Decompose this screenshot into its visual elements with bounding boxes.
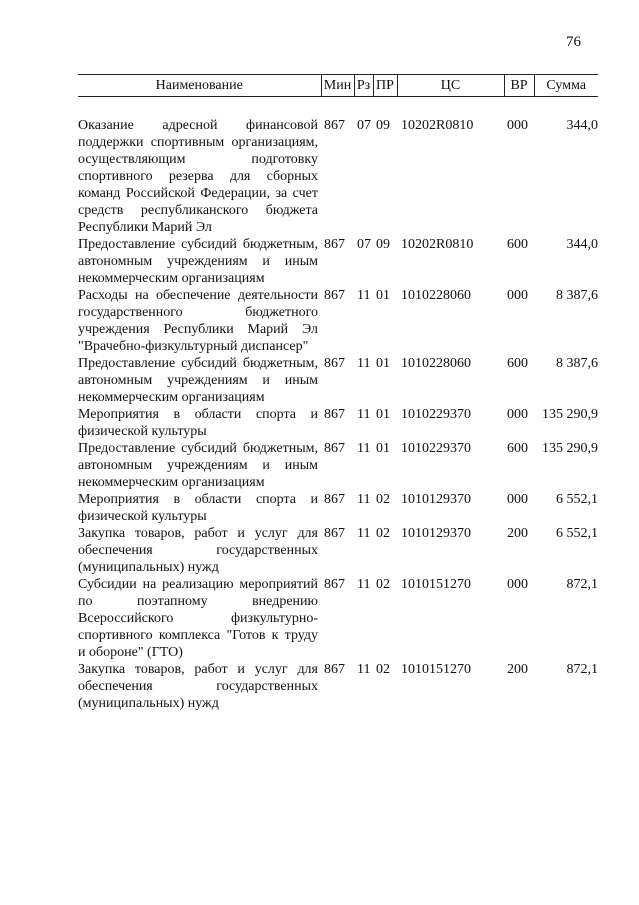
table-row — [78, 117, 598, 236]
row-min: 867 — [324, 526, 345, 541]
header-sum: Сумма — [534, 75, 598, 97]
row-min: 867 — [324, 118, 345, 133]
row-cs: 1010229370 — [401, 441, 471, 456]
row-pr: 01 — [376, 407, 390, 422]
row-vr: 200 — [507, 526, 528, 541]
row-rz: 07 — [357, 237, 371, 252]
row-rz: 11 — [357, 407, 371, 422]
row-vr: 000 — [507, 577, 528, 592]
table-row — [78, 406, 598, 440]
row-cs: 10202R0810 — [401, 237, 474, 252]
row-name: Мероприятия в области спорта и физической культуры — [78, 492, 318, 524]
row-sum: 6 552,1 — [556, 492, 598, 507]
row-cs: 1010129370 — [401, 492, 471, 507]
header-vr: ВР — [504, 75, 534, 97]
table-row — [78, 491, 598, 525]
header-rz: Рз — [354, 75, 373, 97]
row-pr: 02 — [376, 492, 390, 507]
table-row — [78, 440, 598, 491]
table-row — [78, 576, 598, 661]
row-name: Расходы на обеспечение деятельности государственного бюджетного учреждения Республики Марий Эл "Врачебно-физкультурный диспансер" — [78, 288, 318, 354]
row-name: Закупка товаров, работ и услуг для обеспечения государственных (муниципальных) нужд — [78, 526, 318, 575]
row-sum: 6 552,1 — [556, 526, 598, 541]
table-row — [78, 287, 598, 355]
row-sum: 135 290,9 — [542, 441, 598, 456]
row-vr: 000 — [507, 407, 528, 422]
header-min: Мин — [321, 75, 354, 97]
table-body — [78, 97, 598, 713]
row-rz: 11 — [357, 526, 371, 541]
row-name: Оказание адресной финансовой поддержки спортивным организациям, осуществляющим подготовку спортивного резерва для сборных команд Российской Федерации, за счет средств республиканского бюджета Республики Марий Эл — [78, 118, 318, 235]
header-name: Наименование — [78, 75, 321, 97]
row-cs: 1010228060 — [401, 288, 471, 303]
row-rz: 11 — [357, 577, 371, 592]
budget-table — [78, 74, 598, 712]
row-min: 867 — [324, 356, 345, 371]
row-vr: 600 — [507, 356, 528, 371]
row-pr: 02 — [376, 526, 390, 541]
row-pr: 02 — [376, 577, 390, 592]
row-min: 867 — [324, 577, 345, 592]
header-cs: ЦС — [397, 75, 504, 97]
row-sum: 135 290,9 — [542, 407, 598, 422]
row-min: 867 — [324, 492, 345, 507]
page-number: 76 — [566, 34, 581, 50]
row-name: Предоставление субсидий бюджетным, автономным учреждениям и иным некоммерческим организациям — [78, 237, 318, 286]
table-row — [78, 236, 598, 287]
row-sum: 344,0 — [566, 237, 598, 252]
row-sum: 8 387,6 — [556, 288, 598, 303]
row-cs: 1010129370 — [401, 526, 471, 541]
row-name: Закупка товаров, работ и услуг для обеспечения государственных (муниципальных) нужд — [78, 662, 318, 711]
row-sum: 872,1 — [566, 662, 598, 677]
row-rz: 11 — [357, 662, 371, 677]
row-cs: 10202R0810 — [401, 118, 474, 133]
row-pr: 01 — [376, 288, 390, 303]
row-vr: 000 — [507, 492, 528, 507]
row-cs: 1010229370 — [401, 407, 471, 422]
row-name: Субсидии на реализацию мероприятий по поэтапному внедрению Всероссийского физкультурно-спортивного комплекса "Готов к труду и обороне" (ГТО) — [78, 577, 318, 660]
row-cs: 1010151270 — [401, 577, 471, 592]
row-vr: 600 — [507, 441, 528, 456]
row-name: Предоставление субсидий бюджетным, автономным учреждениям и иным некоммерческим организациям — [78, 441, 318, 490]
row-vr: 200 — [507, 662, 528, 677]
table-row — [78, 525, 598, 576]
row-rz: 11 — [357, 288, 371, 303]
row-vr: 000 — [507, 118, 528, 133]
row-name: Мероприятия в области спорта и физической культуры — [78, 407, 318, 439]
row-pr: 02 — [376, 662, 390, 677]
table-header — [78, 75, 598, 97]
table-row — [78, 661, 598, 712]
row-cs: 1010151270 — [401, 662, 471, 677]
row-sum: 872,1 — [566, 577, 598, 592]
row-name: Предоставление субсидий бюджетным, автономным учреждениям и иным некоммерческим организациям — [78, 356, 318, 405]
row-min: 867 — [324, 237, 345, 252]
row-min: 867 — [324, 288, 345, 303]
row-rz: 07 — [357, 118, 371, 133]
row-rz: 11 — [357, 441, 371, 456]
row-vr: 600 — [507, 237, 528, 252]
row-pr: 09 — [376, 118, 390, 133]
budget-table-container — [78, 74, 598, 712]
row-pr: 01 — [376, 441, 390, 456]
row-rz: 11 — [357, 492, 371, 507]
row-sum: 8 387,6 — [556, 356, 598, 371]
row-min: 867 — [324, 662, 345, 677]
row-cs: 1010228060 — [401, 356, 471, 371]
row-min: 867 — [324, 441, 345, 456]
row-sum: 344,0 — [566, 118, 598, 133]
table-row — [78, 355, 598, 406]
row-pr: 09 — [376, 237, 390, 252]
row-vr: 000 — [507, 288, 528, 303]
row-rz: 11 — [357, 356, 371, 371]
header-pr: ПР — [373, 75, 397, 97]
row-pr: 01 — [376, 356, 390, 371]
row-min: 867 — [324, 407, 345, 422]
